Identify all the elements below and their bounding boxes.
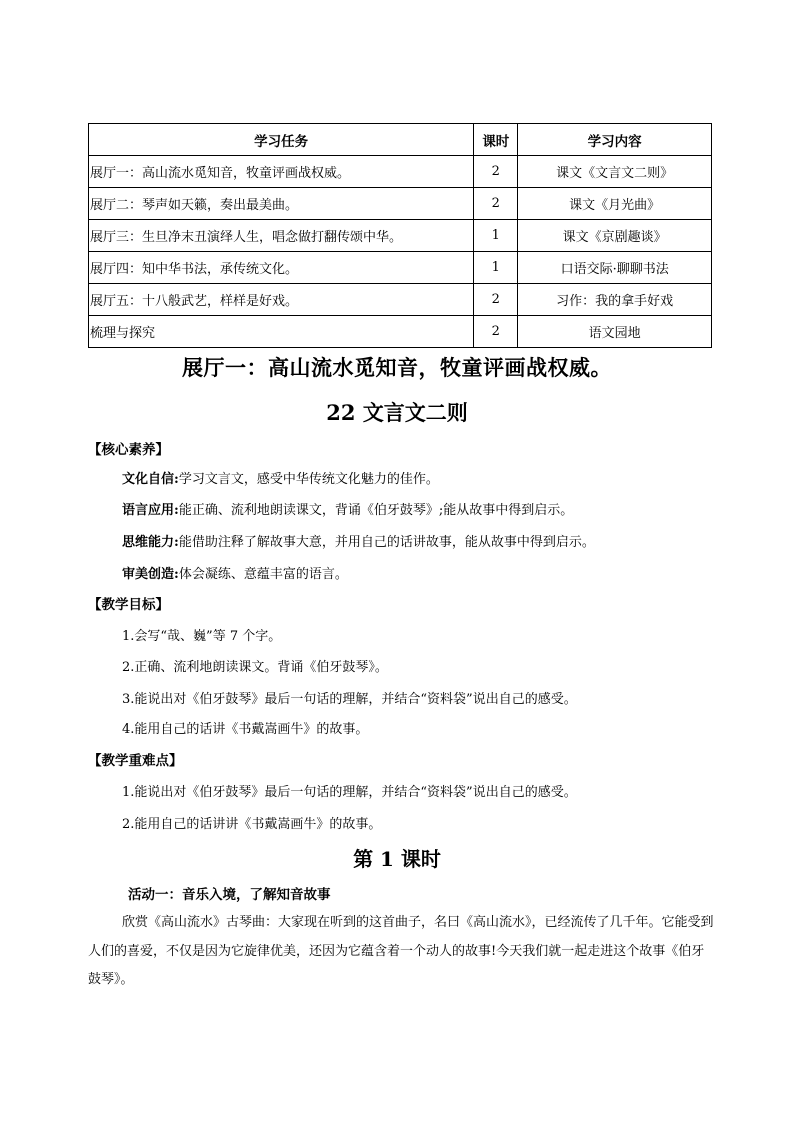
- table-row: [89, 252, 712, 284]
- goal-item: 4.能用自己的话讲《书戴嵩画牛》的故事。: [122, 722, 369, 737]
- key-point-item: 2.能用自己的话讲讲《书戴嵩画牛》的故事。: [122, 817, 382, 832]
- header-task: 学习任务: [89, 124, 474, 156]
- core-item-label: 思维能力:: [122, 535, 179, 550]
- cell-task: 展厅二：琴声如天籁，奏出最美曲。: [89, 188, 474, 220]
- core-item-label: 语言应用:: [122, 503, 179, 518]
- core-item: [122, 563, 348, 582]
- core-literacy-heading: 【核心素养】: [88, 442, 169, 458]
- core-item-text: 能借助注释了解故事大意，并用自己的话讲故事，能从故事中得到启示。: [178, 535, 595, 550]
- cell-hours: 1: [474, 252, 518, 284]
- key-points-heading: 【教学重难点】: [88, 753, 183, 769]
- goal-item: 2.正确、流利地朗读课文。背诵《伯牙鼓琴》。: [122, 660, 388, 675]
- hall-title: 展厅一：高山流水觅知音，牧童评画战权威。: [182, 355, 612, 380]
- core-item: [122, 468, 439, 487]
- cell-task: 展厅四：知中华书法，承传统文化。: [89, 252, 474, 284]
- cell-content: 习作：我的拿手好戏: [518, 284, 712, 316]
- goal-item: 1.会写“哉、巍”等 7 个字。: [122, 629, 282, 644]
- cell-task: 展厅一：高山流水觅知音，牧童评画战权威。: [89, 156, 474, 188]
- table-header-row: [89, 124, 712, 156]
- teaching-goals-heading: 【教学目标】: [88, 597, 169, 613]
- cell-hours: 2: [474, 156, 518, 188]
- period-title: 第 1 课时: [353, 847, 441, 871]
- cell-task: 展厅五：十八般武艺，样样是好戏。: [89, 284, 474, 316]
- cell-content: 课文《京剧趣谈》: [518, 220, 712, 252]
- cell-task: 展厅三：生旦净末丑演绎人生，唱念做打翻传颂中华。: [89, 220, 474, 252]
- lesson-title: 22 文言文二则: [326, 400, 468, 425]
- cell-hours: 1: [474, 220, 518, 252]
- core-item-label: 文化自信:: [122, 472, 179, 487]
- cell-content: 课文《文言文二则》: [518, 156, 712, 188]
- core-item-label: 审美创造:: [122, 567, 179, 582]
- table-row: [89, 284, 712, 316]
- cell-task: 梳理与探究: [89, 316, 474, 348]
- core-item-text: 体会凝练、意蕴丰富的语言。: [178, 567, 348, 582]
- table-row: [89, 188, 712, 220]
- cell-hours: 2: [474, 188, 518, 220]
- core-item: [122, 499, 573, 518]
- cell-content: 语文园地: [518, 316, 712, 348]
- cell-hours: 2: [474, 316, 518, 348]
- core-item-text: 学习文言文，感受中华传统文化魅力的佳作。: [178, 472, 439, 487]
- goal-item: 3.能说出对《伯牙鼓琴》最后一句话的理解，并结合“资料袋”说出自己的感受。: [122, 692, 577, 707]
- activity-title: 活动一：音乐入境，了解知音故事: [128, 887, 331, 903]
- cell-content: 课文《月光曲》: [518, 188, 712, 220]
- key-point-item: 1.能说出对《伯牙鼓琴》最后一句话的理解，并结合“资料袋”说出自己的感受。: [122, 785, 577, 800]
- table-row: [89, 156, 712, 188]
- cell-hours: 2: [474, 284, 518, 316]
- header-hours: 课时: [474, 124, 518, 156]
- activity-paragraph: 欣赏《高山流水》古琴曲：大家现在听到的这首曲子，名曰《高山流水》，已经流传了几千年。它能受到人们的喜爱，不仅是因为它旋律优美，还因为它蕴含着一个动人的故事!今天我们就一起走进这个故事《伯牙鼓琴》。: [88, 915, 714, 987]
- table-row: [89, 220, 712, 252]
- table-row: [89, 316, 712, 348]
- header-content: 学习内容: [518, 124, 712, 156]
- core-item-text: 能正确、流利地朗读课文，背诵《伯牙鼓琴》;能从故事中得到启示。: [178, 503, 574, 518]
- cell-content: 口语交际·聊聊书法: [518, 252, 712, 284]
- lesson-plan-table: [88, 123, 712, 348]
- core-item: [122, 531, 595, 550]
